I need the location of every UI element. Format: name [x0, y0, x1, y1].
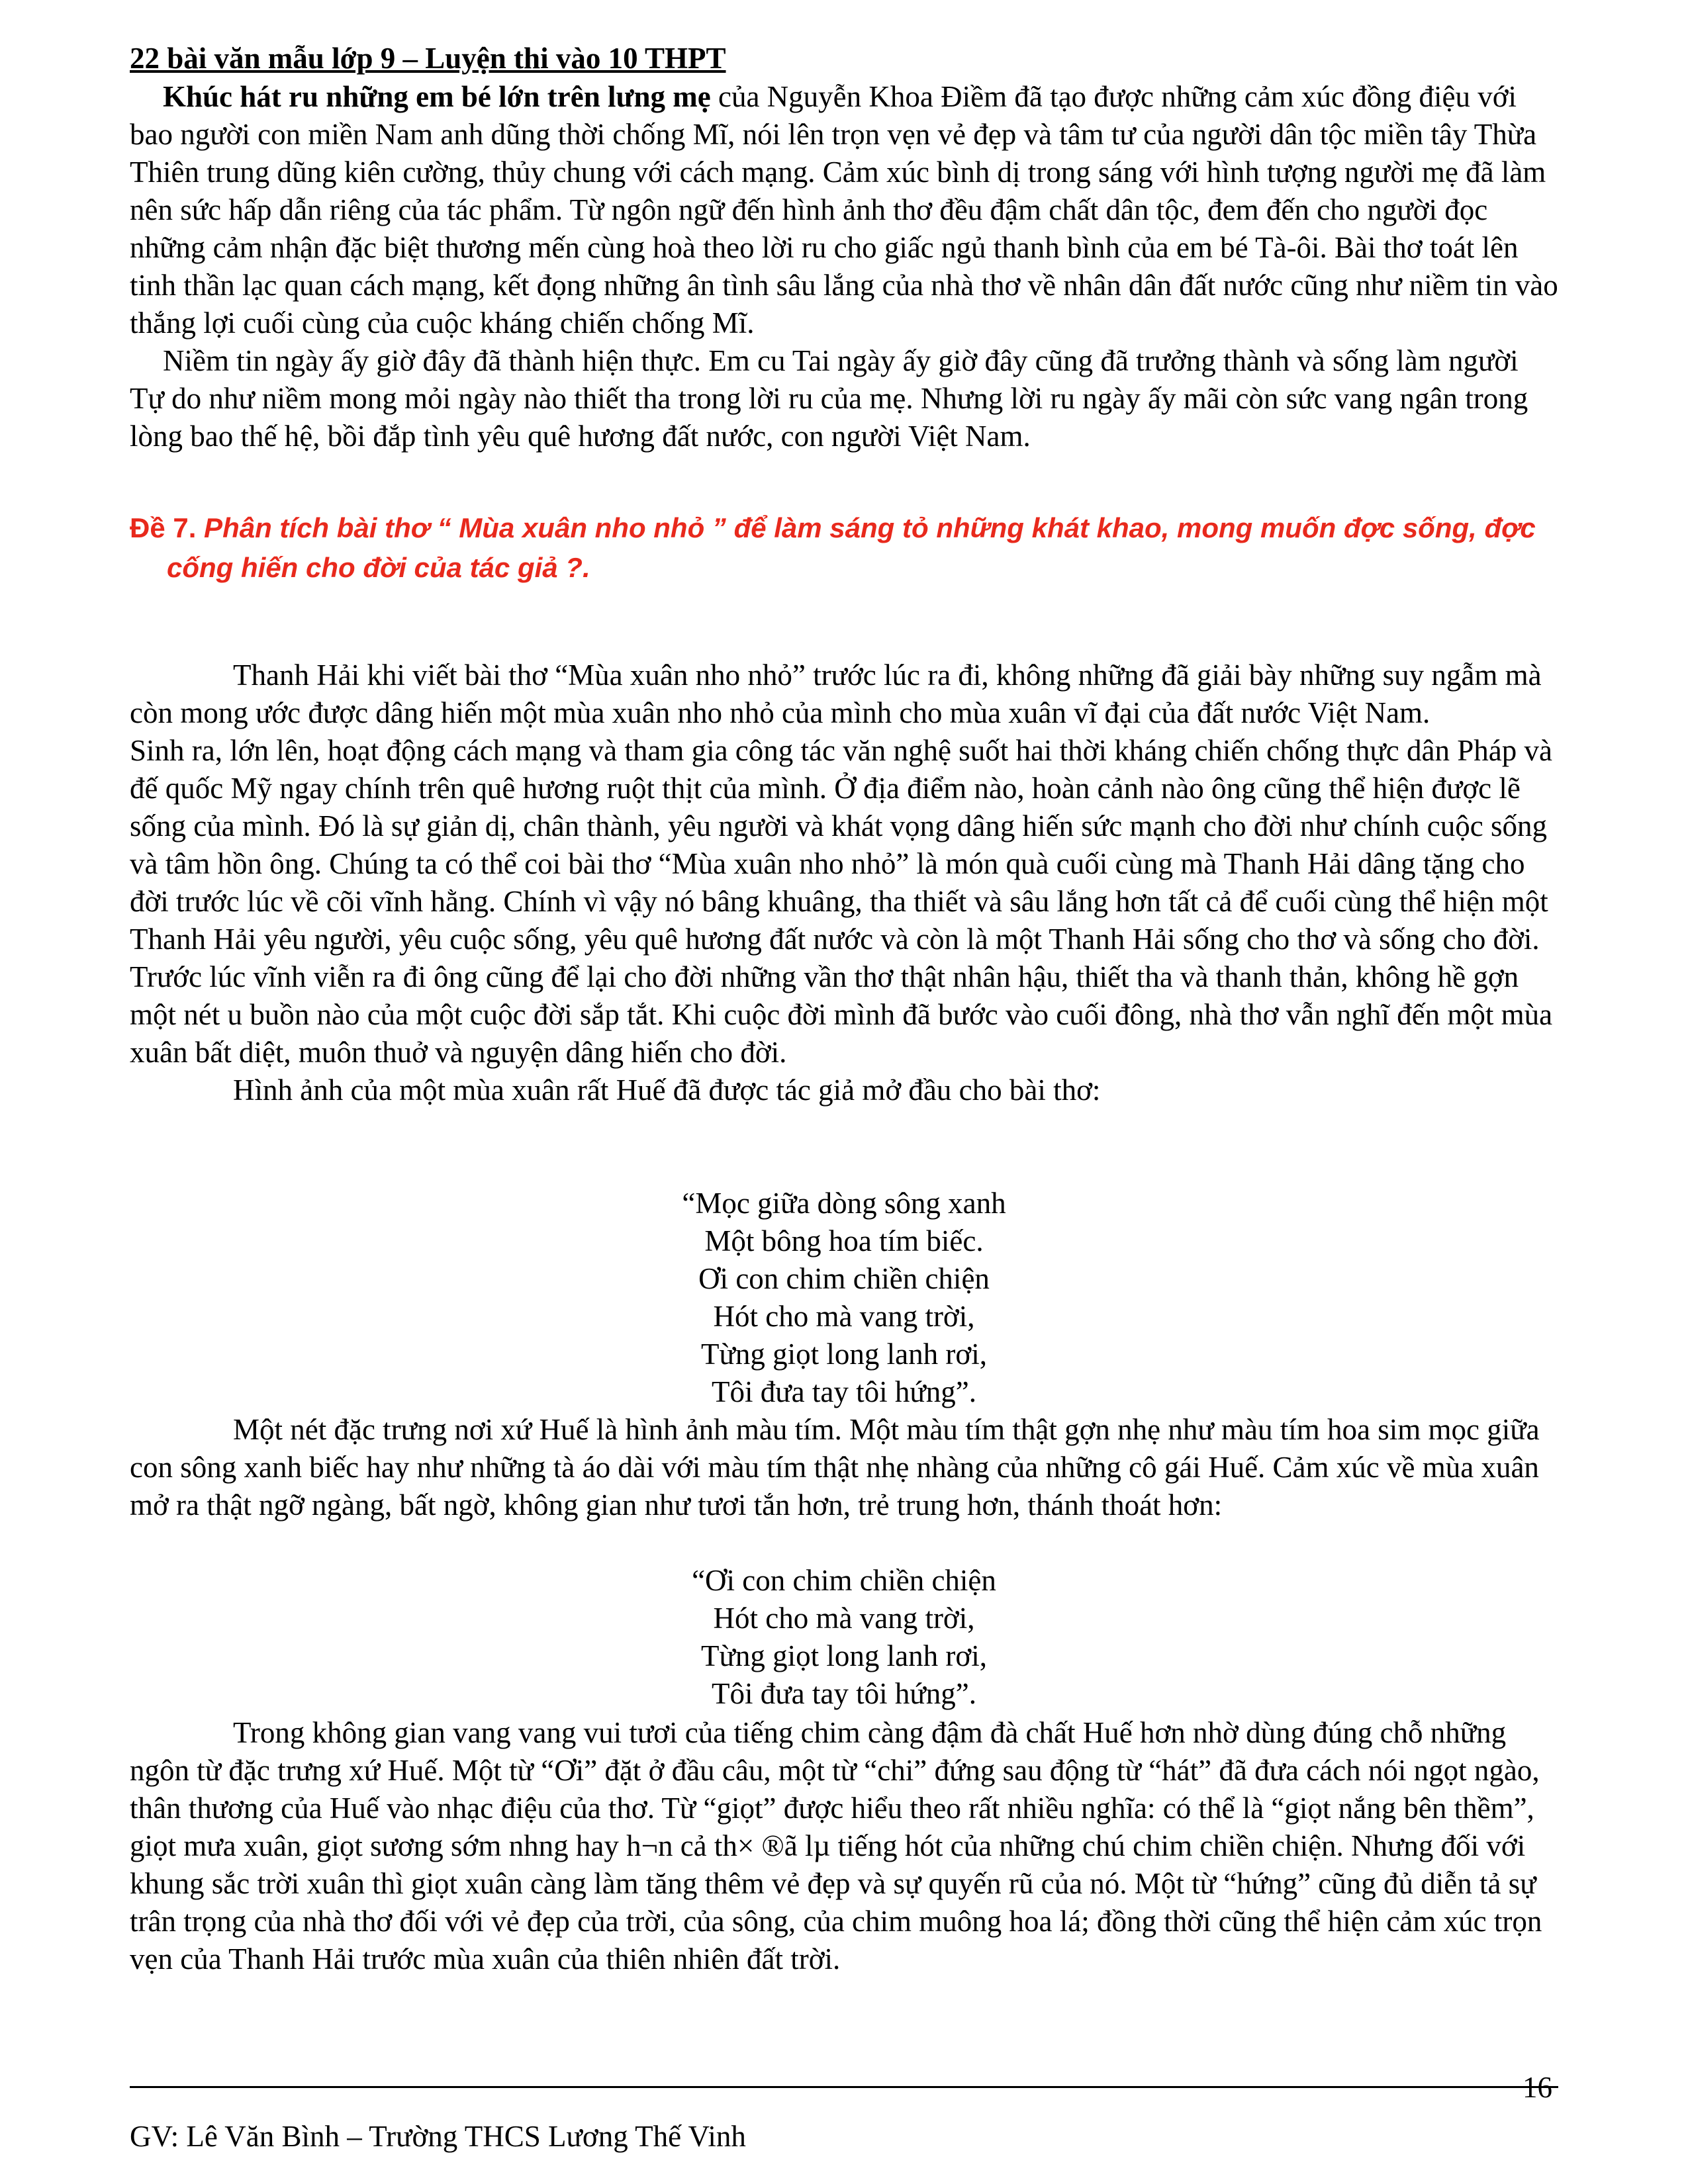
topic-heading-line-1: [130, 508, 1560, 548]
poem-line: Tôi đưa tay tôi hứng”.: [712, 1375, 976, 1408]
poem-line: Tôi đưa tay tôi hứng”.: [712, 1677, 976, 1710]
poem-line: Hót cho mà vang trời,: [713, 1300, 975, 1333]
intro-paragraph-1: [130, 78, 1558, 342]
page-number: 16: [1523, 2071, 1552, 2104]
intro-section: [130, 78, 1558, 455]
intro-paragraph-1-text: của Nguyễn Khoa Điềm đã tạo được những cảm xúc đồng điệu với bao người con miền Nam anh dũng thời chống Mĩ, nói lên trọn vẹn vẻ đẹp và tâm tư của người dân tộc miền tây Thừa Thiên trung dũng kiên cường, thủy chung với cách mạng. Cảm xúc bình dị trong sáng với hình tượng người mẹ đã làm nên sức hấp dẫn riêng của tác phẩm. Từ ngôn ngữ đến hình ảnh thơ đều đậm chất dân tộc, đem đến cho người đọc những cảm nhận đặc biệt thương mến cùng hoà theo lời ru cho giấc ngủ thanh bình của em bé Tà-ôi. Bài thơ toát lên tinh thần lạc quan cách mạng, kết đọng những ân tình sâu lắng của nhà thơ về nhân dân đất nước cũng như niềm tin vào thắng lợi cuối cùng của cuộc kháng chiến chống Mĩ.: [130, 80, 1558, 340]
essay-paragraph-5: Một nét đặc trưng nơi xứ Huế là hình ảnh màu tím. Một màu tím thật gợn nhẹ như màu tím hoa sim mọc giữa con sông xanh biếc hay như những tà áo dài với màu tím thật nhẹ nhàng của những cô gái Huế. Cảm xúc về mùa xuân mở ra thật ngỡ ngàng, bất ngờ, không gian như tươi tắn hơn, trẻ trung hơn, thánh thoát hơn:: [130, 1413, 1540, 1522]
poem-line: Từng giọt long lanh rơi,: [701, 1639, 987, 1672]
footer-author: GV: Lê Văn Bình – Trường THCS Lương Thế Vinh: [130, 2120, 746, 2153]
topic-text-line-1: Phân tích bài thơ “ Mùa xuân nho nhỏ ” để làm sáng tỏ những khát khao, mong muốn đợc sống, đợc: [196, 512, 1536, 543]
poem-line: Ơi con chim chiền chiện: [698, 1262, 990, 1295]
essay-section-2: [130, 1411, 1558, 1524]
essay-paragraph-1: Thanh Hải khi viết bài thơ “Mùa xuân nho nhỏ” trước lúc ra đi, không những đã giải bày những suy ngẫm mà còn mong ước được dâng hiến một mùa xuân nho nhỏ của mình cho mùa xuân vĩ đại của đất nước Việt Nam.: [130, 659, 1542, 729]
poem-title-bold: Khúc hát ru những em bé lớn trên lưng mẹ: [163, 80, 711, 113]
essay-paragraph-6: Trong không gian vang vang vui tươi của tiếng chim càng đậm đà chất Huế hơn nhờ dùng đúng chỗ những ngôn từ đặc trưng xứ Huế. Một từ “Ơi” đặt ở đầu câu, một từ “chi” đứng sau động từ “hát” đã đưa cách nói ngọt ngào, thân thương của Huế vào nhạc điệu của thơ. Từ “giọt” được hiểu theo rất nhiều nghĩa: có thể là “giọt nắng bên thềm”, giọt mưa xuân, giọt sương sớm nhng hay h¬n cả th× ®ã lµ tiếng hót của những chú chim chiền chiện. Nhưng đối với khung sắc trời xuân thì giọt xuân càng làm tăng thêm vẻ đẹp và sự quyến rũ của nó. Một từ “hứng” cũng đủ diễn tả sự trân trọng của nhà thơ đối với vẻ đẹp của trời, của sông, của chim muông hoa lá; đồng thời cũng thể hiện cảm xúc trọn vẹn của Thanh Hải trước mùa xuân của thiên nhiên đất trời.: [130, 1716, 1542, 1976]
essay-paragraph-3: Trước lúc vĩnh viễn ra đi ông cũng để lại cho đời những vần thơ thật nhân hậu, thiết tha và thanh thản, không hề gợn một nét u buồn nào của một cuộc đời sắp tắt. Khi cuộc đời mình đã bước vào cuối đông, nhà thơ vẫn nghĩ đến một mùa xuân bất diệt, muôn thuở và nguyện dâng hiến cho đời.: [130, 960, 1553, 1069]
poem-quote-1: [130, 1185, 1558, 1411]
topic-heading: [130, 508, 1560, 588]
poem-line: “Ơi con chim chiền chiện: [692, 1564, 996, 1597]
essay-section-3: [130, 1714, 1558, 1978]
topic-text-line-2: cống hiến cho đời của tác giả ?.: [167, 552, 590, 583]
essay-paragraph-2: Sinh ra, lớn lên, hoạt động cách mạng và tham gia công tác văn nghệ suốt hai thời kháng chiến chống thực dân Pháp và đế quốc Mỹ ngay chính trên quê hương ruột thịt của mình. Ở địa điểm nào, hoàn cảnh nào ông cũng thể hiện được lẽ sống của mình. Đó là sự giản dị, chân thành, yêu người và khát vọng dâng hiến sức mạnh cho đời như chính cuộc sống và tâm hồn ông. Chúng ta có thể coi bài thơ “Mùa xuân nho nhỏ” là món quà cuối cùng mà Thanh Hải dâng tặng cho đời trước lúc về cõi vĩnh hằng. Chính vì vậy nó bâng khuâng, tha thiết và sâu lắng hơn tất cả để cuối cùng thể hiện một Thanh Hải yêu người, yêu cuộc sống, yêu quê hương đất nước và còn là một Thanh Hải sống cho thơ và sống cho đời.: [130, 734, 1552, 956]
essay-section-1: [130, 657, 1558, 1109]
poem-line: Từng giọt long lanh rơi,: [701, 1338, 987, 1371]
intro-paragraph-2: Niềm tin ngày ấy giờ đây đã thành hiện thực. Em cu Tai ngày ấy giờ đây cũng đã trưởng thành và sống làm người Tự do như niềm mong mỏi ngày nào thiết tha trong lời ru của mẹ. Nhưng lời ru ngày ấy mãi còn sức vang ngân trong lòng bao thế hệ, bồi đắp tình yêu quê hương đất nước, con người Việt Nam.: [130, 344, 1528, 453]
topic-number: Đề 7.: [130, 512, 197, 543]
poem-line: Hót cho mà vang trời,: [713, 1602, 975, 1635]
poem-line: “Mọc giữa dòng sông xanh: [682, 1187, 1006, 1220]
essay-paragraph-4: Hình ảnh của một mùa xuân rất Huế đã được tác giả mở đầu cho bài thơ:: [233, 1073, 1101, 1107]
poem-line: Một bông hoa tím biếc.: [704, 1224, 984, 1257]
footer-divider: [130, 2086, 1558, 2088]
poem-quote-2: [130, 1562, 1558, 1713]
page-header-title: 22 bài văn mẫu lớp 9 – Luyện thi vào 10 THPT: [130, 42, 726, 75]
